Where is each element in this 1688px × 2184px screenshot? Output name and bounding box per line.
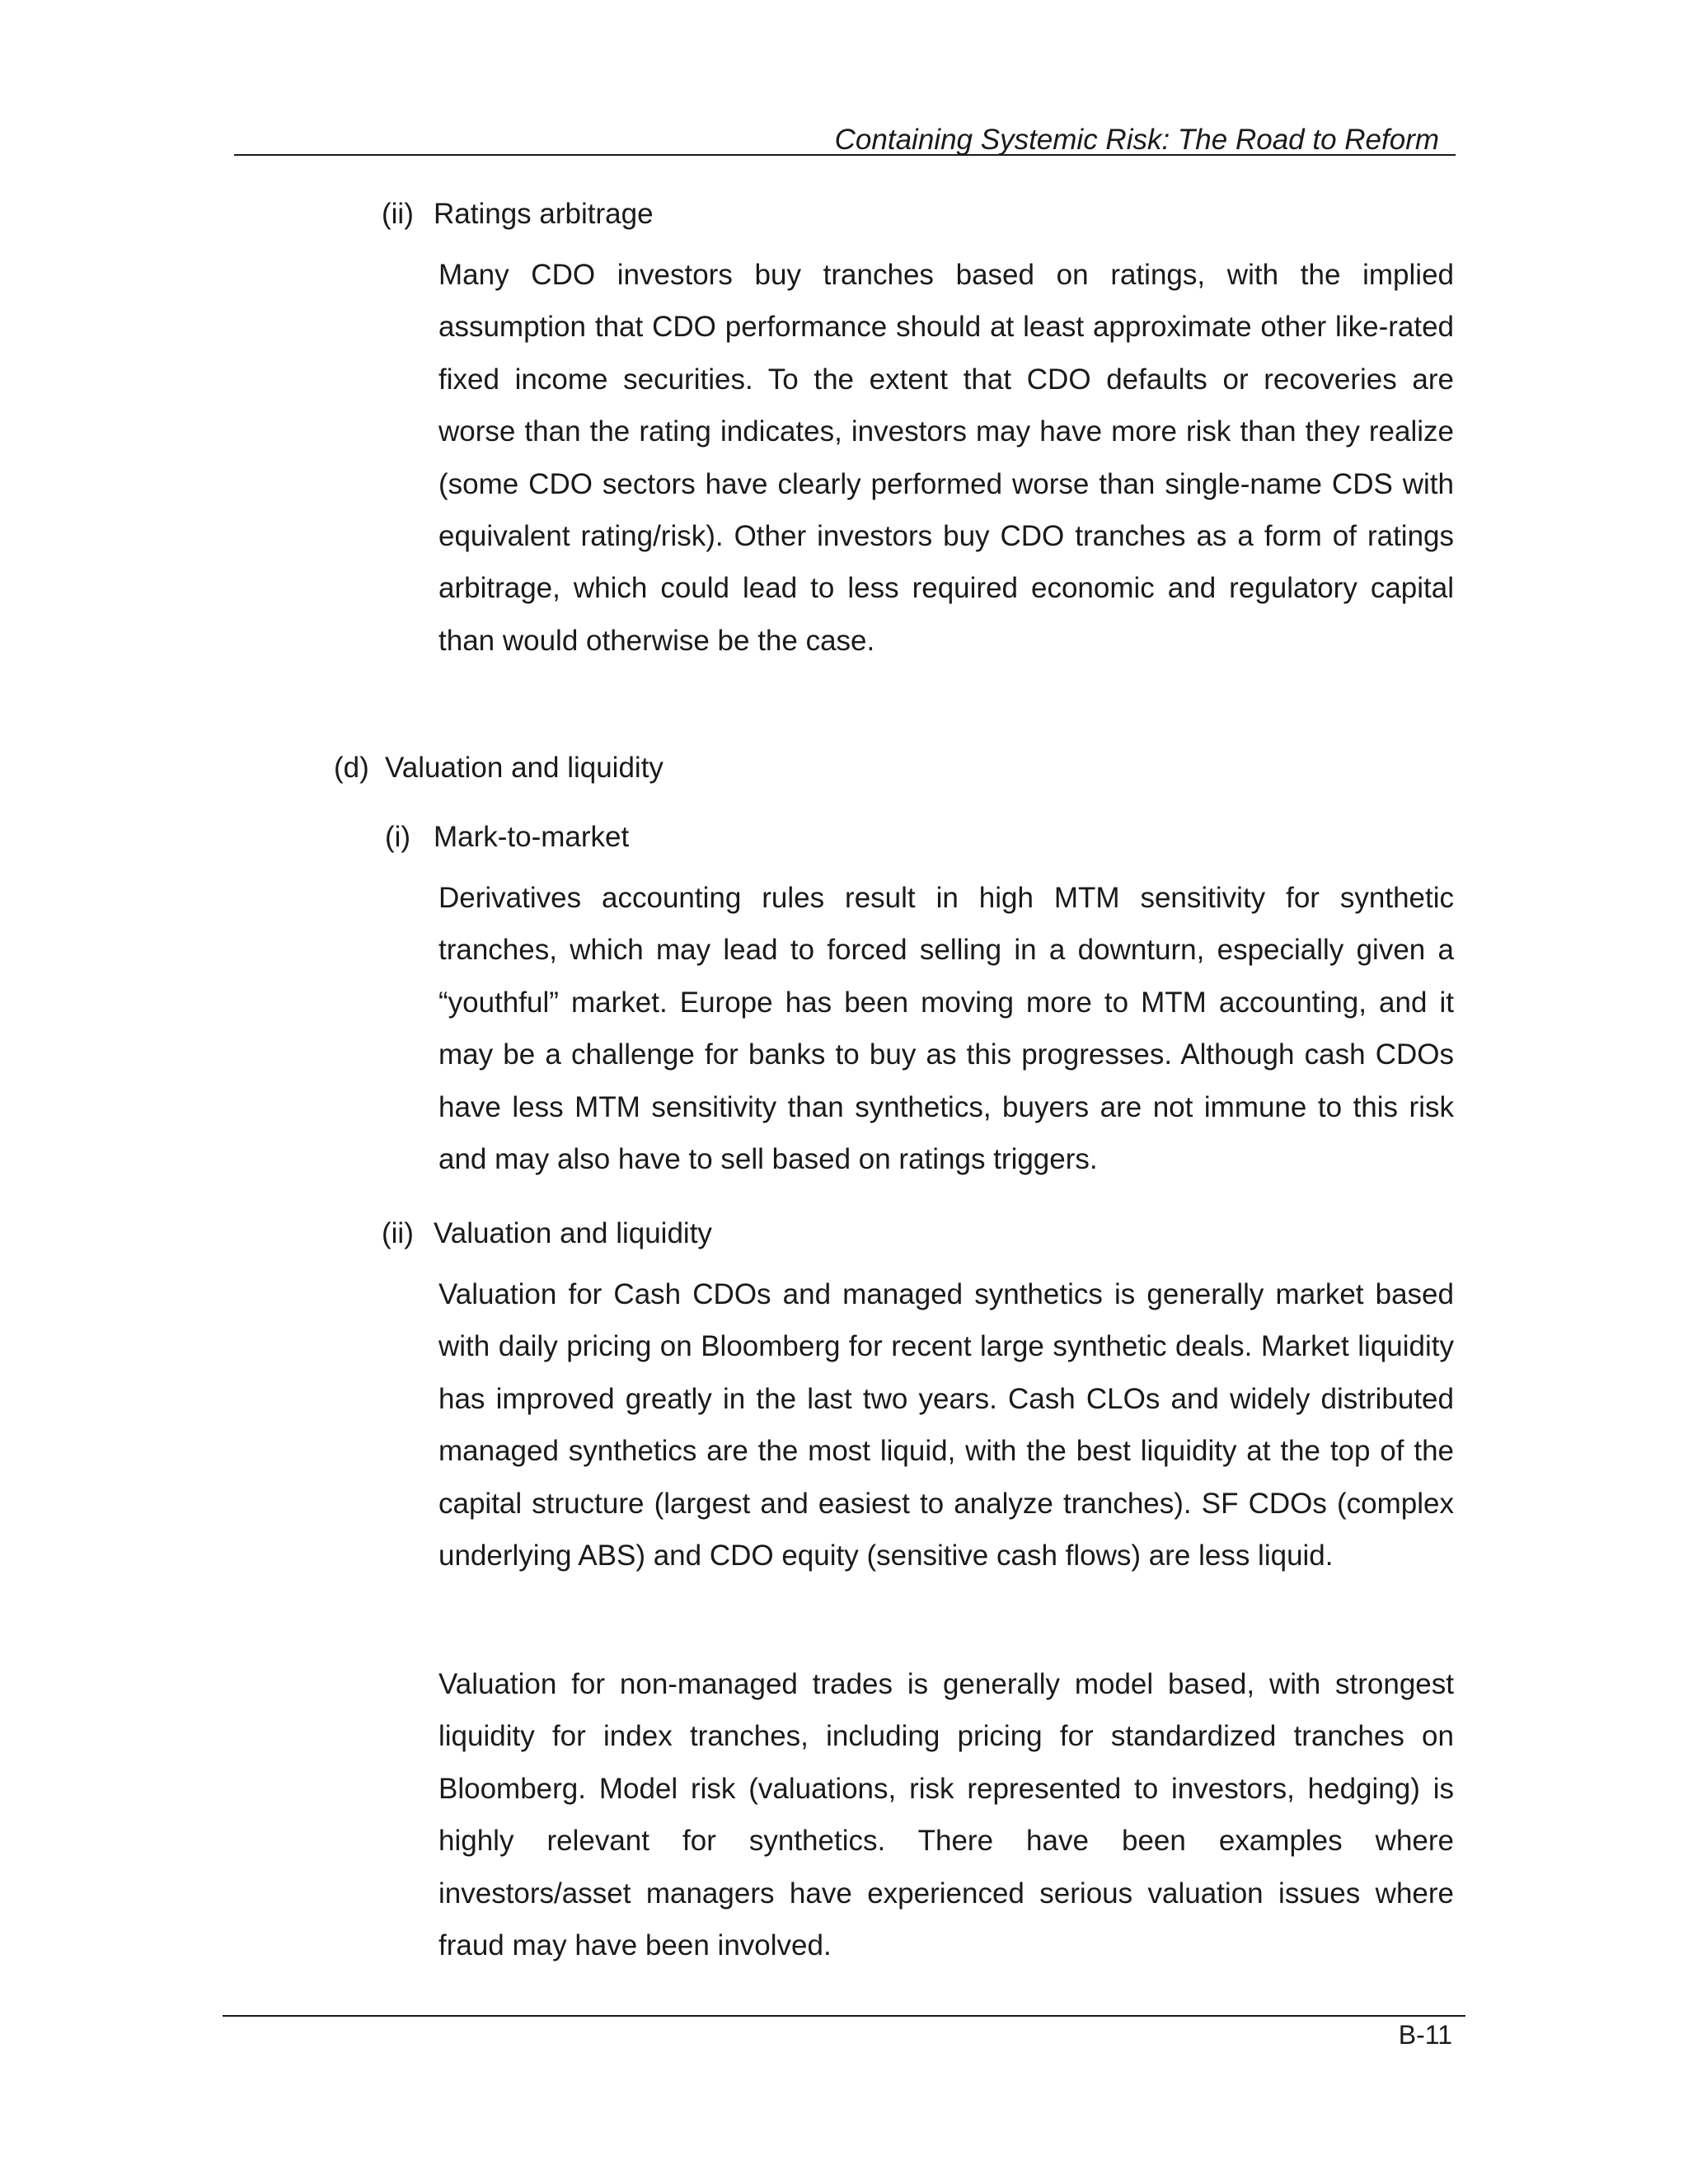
header-rule <box>234 154 1456 156</box>
paragraph-valuation-non-managed: Valuation for non-managed trades is generally model based, with strongest liquidity for index tranches, including pricing for standardized tranches on Bloomberg. Model risk (valuations, risk represented to investors, hedging) is highly relevant for synthetics. There have been examples where investors/asset managers have experienced serious valuation issues where fraud may have been involved. <box>438 1668 1454 1962</box>
paragraph-mark-to-market: Derivatives accounting rules result in high MTM sensitivity for synthetic tranches, which may lead to forced selling in a downturn, especially given a “youthful” market. Europe has been moving more to MTM accounting, and it may be a challenge for banks to buy as this progresses. Although cash CDOs have less MTM sensitivity than synthetics, buyers are not immune to this risk and may also have to sell based on ratings triggers. <box>438 882 1454 1176</box>
section-heading-valuation-and-liquidity: Valuation and liquidity <box>385 752 663 784</box>
running-header-title: Containing Systemic Risk: The Road to Reform <box>834 124 1439 156</box>
paragraph-valuation-cash-cdos: Valuation for Cash CDOs and managed synthetics is generally market based with daily pricing on Bloomberg for recent large synthetic deals. Market liquidity has improved greatly in the last two years. Cash CLOs and widely distributed managed synthetics are the most liquid, with the best liquidity at the top of the capital structure (largest and easiest to analyze tranches). SF CDOs (complex underlying ABS) and CDO equity (sensitive cash flows) are less liquid. <box>438 1278 1454 1572</box>
section-marker: (d) <box>334 752 369 784</box>
paragraph-ratings-arbitrage: Many CDO investors buy tranches based on ratings, with the implied assumption that CDO performance should at least approximate other like-rated fixed income securities. To the extent that CDO defaults or recoveries are worse than the rating indicates, investors may have more risk than they realize (some CDO sectors have clearly performed worse than single-name CDS with equivalent rating/risk). Other investors buy CDO tranches as a form of ratings arbitrage, which could lead to less required economic and regulatory capital than would otherwise be the case. <box>438 259 1454 657</box>
section-heading-ratings-arbitrage: Ratings arbitrage <box>434 198 654 230</box>
section-heading-valuation-and-liquidity-sub: Valuation and liquidity <box>434 1217 712 1249</box>
section-marker: (i) <box>385 821 411 853</box>
page-number: B-11 <box>1398 2020 1452 2050</box>
footer-rule <box>223 2015 1465 2017</box>
section-marker: (ii) <box>382 1217 414 1249</box>
section-heading-mark-to-market: Mark-to-market <box>434 821 630 853</box>
section-marker: (ii) <box>382 198 414 230</box>
